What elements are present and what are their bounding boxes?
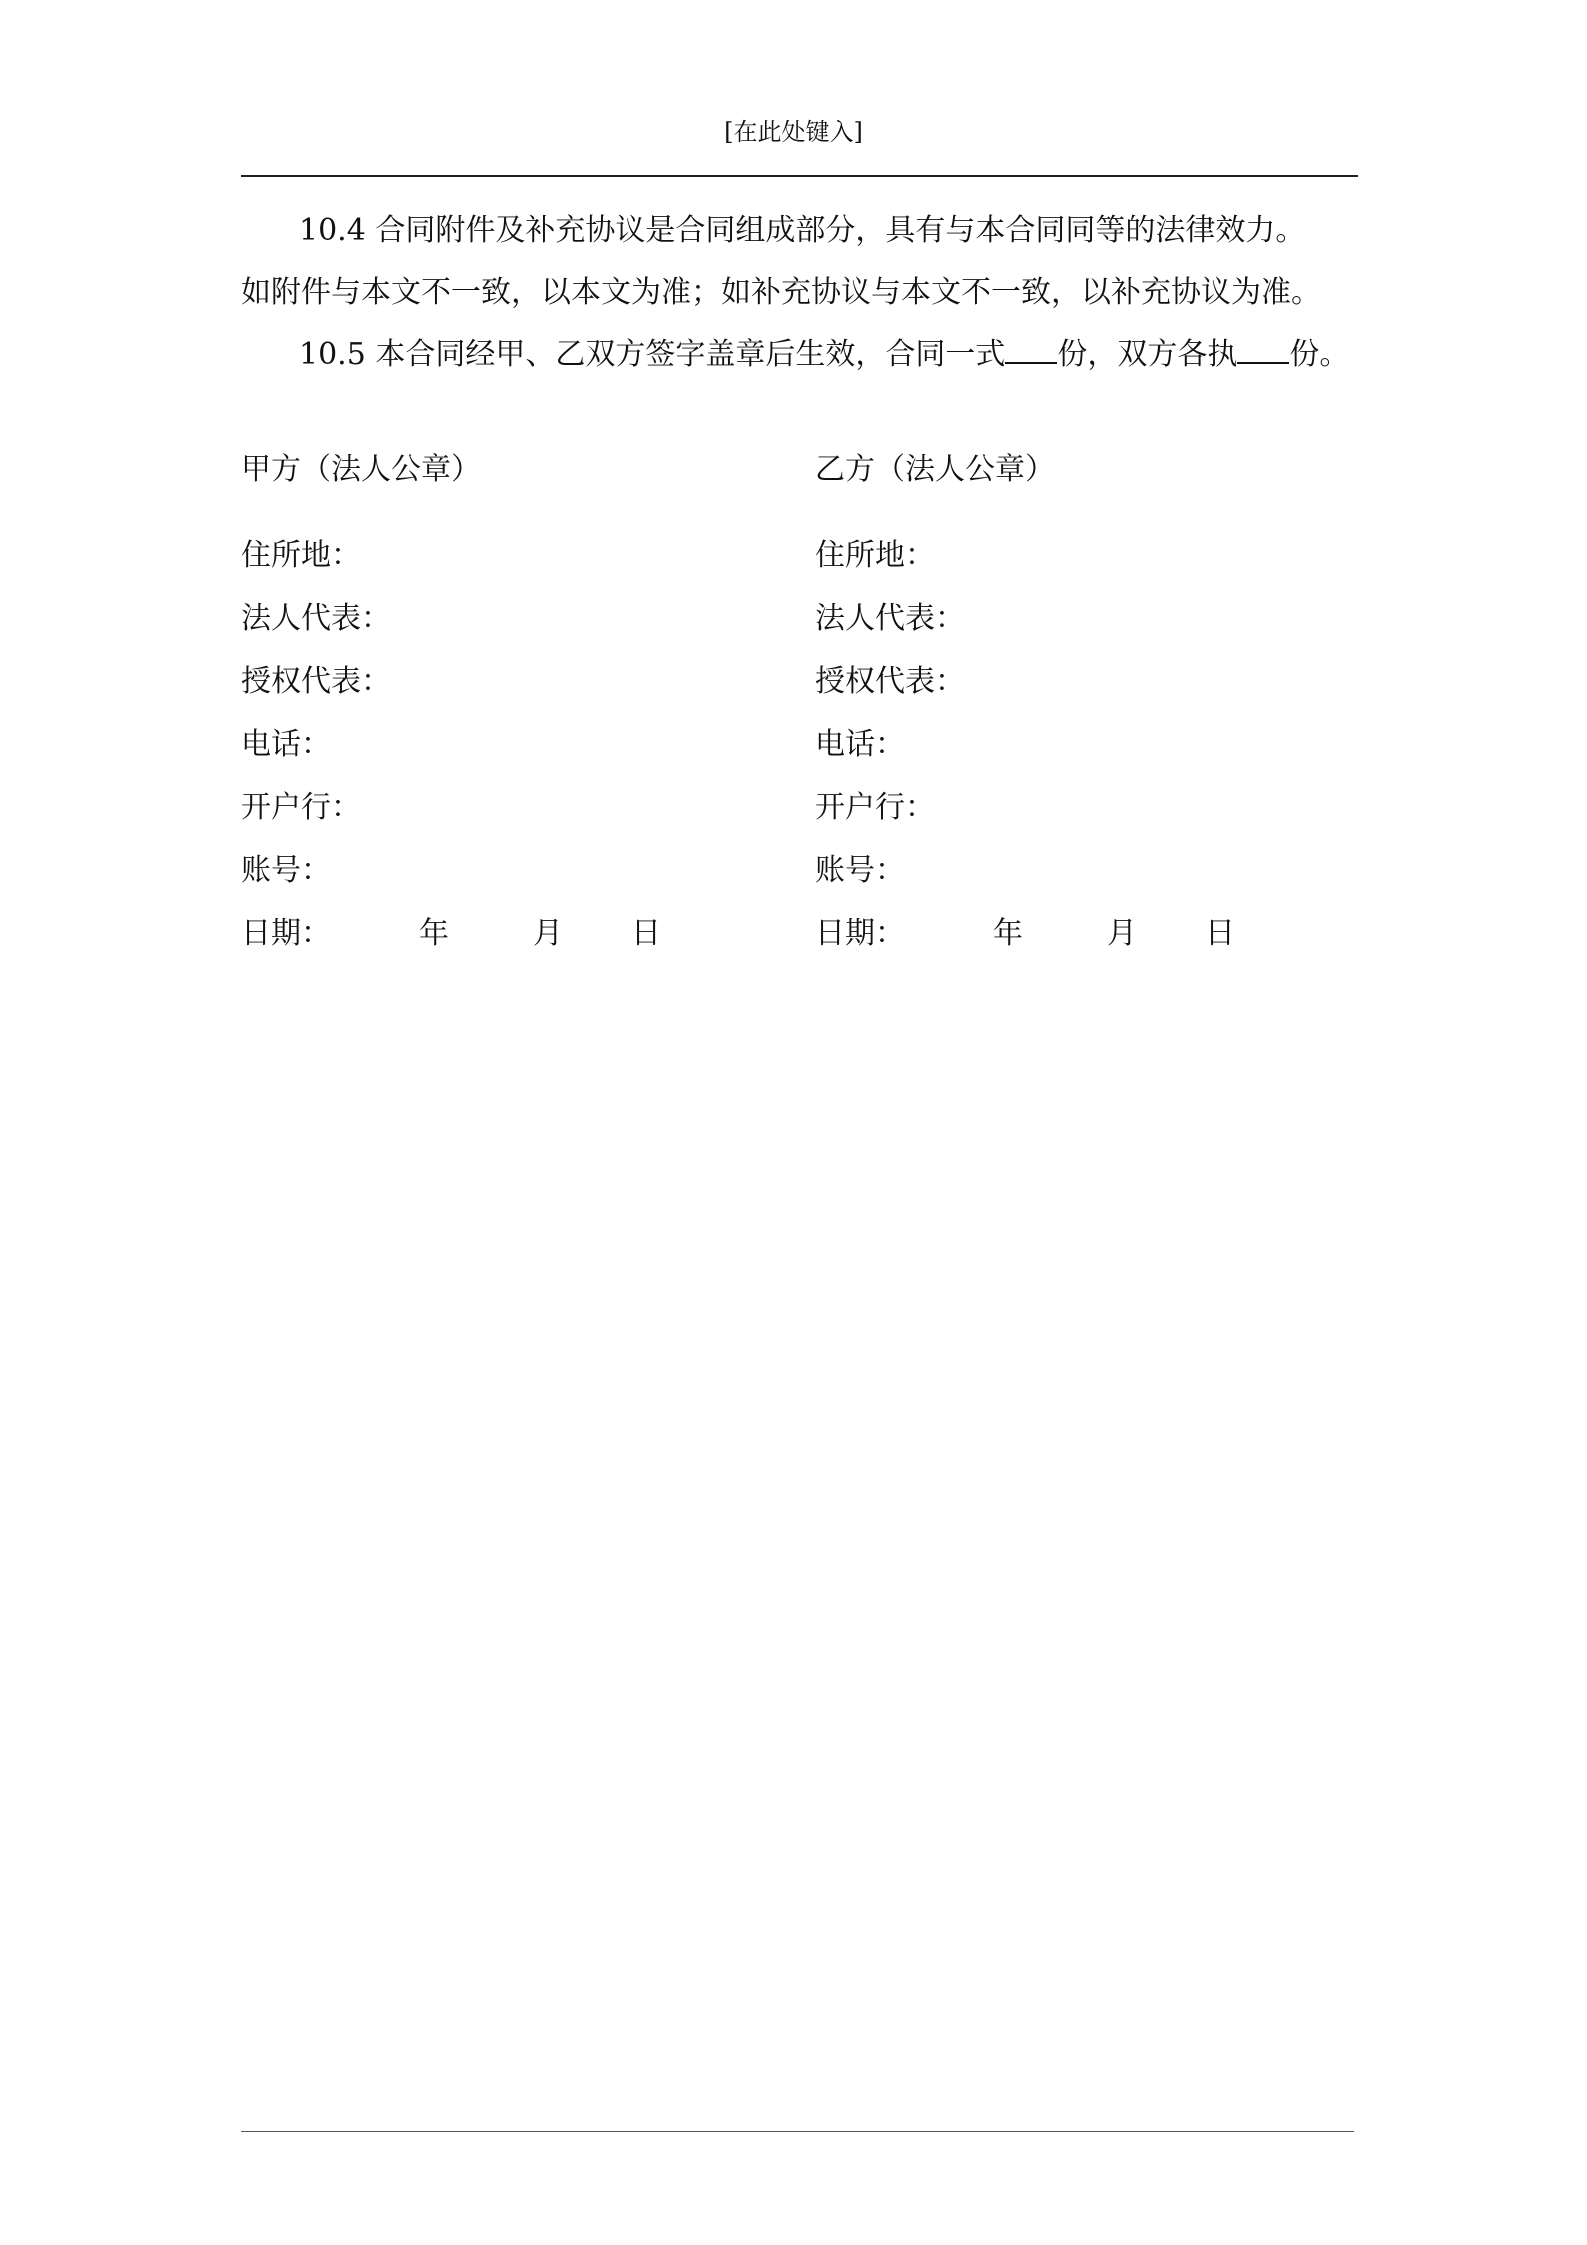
clause-10-4-line-1 bbox=[241, 200, 1358, 262]
party-a-address-label: 住所地： bbox=[241, 538, 361, 573]
party-a-bank-label: 开户行： bbox=[241, 790, 361, 825]
party-a-date-row bbox=[241, 902, 661, 965]
clause-text: 合同附件及补充协议是合同组成部分，具有与本合同同等的法律效力。 bbox=[375, 213, 1306, 248]
party-a-authorized-rep-label: 授权代表： bbox=[241, 664, 391, 699]
party-a-date-label: 日期： bbox=[241, 916, 331, 951]
party-a-month-label: 月 bbox=[533, 916, 563, 951]
clause-number: 10.5 bbox=[299, 337, 366, 372]
party-b-day-label: 日 bbox=[1205, 916, 1235, 951]
party-b-date-label: 日期： bbox=[815, 916, 905, 951]
party-a-day-label: 日 bbox=[631, 916, 661, 951]
party-b-year-label: 年 bbox=[993, 916, 1023, 951]
contract-body bbox=[241, 200, 1358, 386]
clause-10-5 bbox=[241, 324, 1358, 386]
clause-10-4-line-2 bbox=[241, 262, 1358, 324]
party-b-date-row bbox=[815, 902, 1235, 965]
party-a-account-label: 账号： bbox=[241, 853, 331, 888]
page-header: [在此处键入] bbox=[724, 118, 863, 146]
party-a-legal-rep-label: 法人代表： bbox=[241, 601, 391, 636]
clause-text: 份，双方各执 bbox=[1057, 337, 1238, 372]
clause-number: 10.4 bbox=[299, 213, 366, 248]
footer-divider bbox=[241, 2131, 1354, 2132]
party-b-heading: 乙方（法人公章） bbox=[815, 452, 1055, 487]
party-a-heading: 甲方（法人公章） bbox=[241, 452, 481, 487]
copies-each-blank bbox=[1237, 332, 1289, 364]
copies-total-blank bbox=[1005, 332, 1057, 364]
clause-text: 如附件与本文不一致，以本文为准；如补充协议与本文不一致，以补充协议为准。 bbox=[241, 275, 1321, 310]
party-b-signature-block bbox=[815, 444, 1235, 965]
party-b-account-label: 账号： bbox=[815, 853, 905, 888]
party-b-phone-label: 电话： bbox=[815, 727, 905, 762]
party-b-month-label: 月 bbox=[1107, 916, 1137, 951]
header-divider bbox=[241, 175, 1358, 177]
party-b-legal-rep-label: 法人代表： bbox=[815, 601, 965, 636]
party-b-authorized-rep-label: 授权代表： bbox=[815, 664, 965, 699]
clause-text: 份。 bbox=[1289, 337, 1350, 372]
party-a-year-label: 年 bbox=[419, 916, 449, 951]
party-b-address-label: 住所地： bbox=[815, 538, 935, 573]
party-b-bank-label: 开户行： bbox=[815, 790, 935, 825]
party-a-phone-label: 电话： bbox=[241, 727, 331, 762]
clause-text: 本合同经甲、乙双方签字盖章后生效，合同一式 bbox=[375, 337, 1006, 372]
party-a-signature-block bbox=[241, 444, 661, 965]
